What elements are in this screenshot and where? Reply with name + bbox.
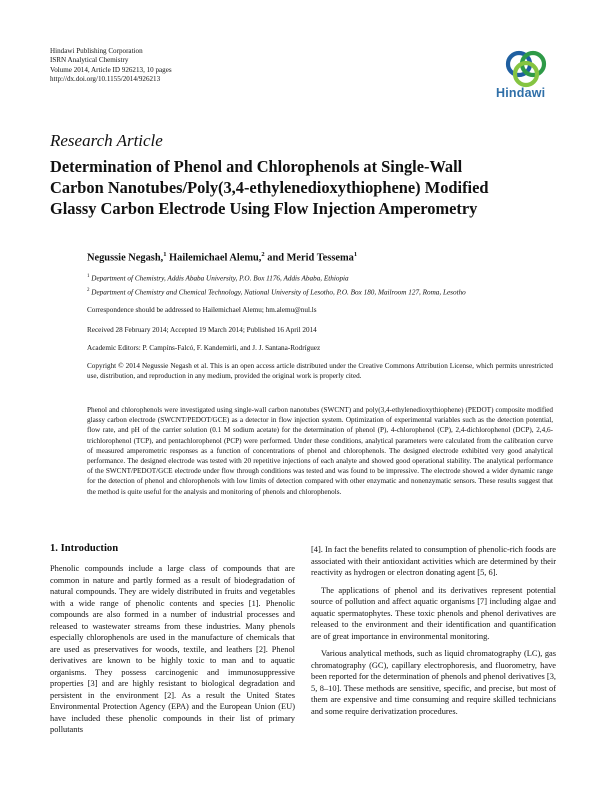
academic-editors: Academic Editors: P. Campíns-Falcó, F. Kandemirli, and J. J. Santana-Rodríguez	[87, 344, 321, 352]
title-line: Carbon Nanotubes/Poly(3,4-ethylenedioxythiophene) Modified	[50, 178, 489, 197]
paragraph: Phenolic compounds include a large class of compounds that are common in nature and partly formed as a result of biodegradation of natural compounds. They are widely distributed in fruits and vegetables with a wide range of phenolic contents and species [1]. Phenolic compounds are also formed in a number of industrial processes and released to wastewater streams from these industries. Many phenols especially chlorophenols are used in the manufacture of chemicals that are used as preservatives for woods, textile, and leathers [2]. Phenol derivatives are known to be highly toxic to man and to aquatic organisms. They possess carcinogenic and immunosuppressive properties [3] and are highly resistant to biological degradation and persistent in the environment [2]. As a result the United States Environmental Protection Agency (EPA) and the European Union (EU) have included these phenolic compounds in their list of primary pollutants	[50, 564, 295, 734]
affiliation-marker: 1	[353, 251, 358, 258]
section-heading: 1. Introduction	[50, 543, 119, 554]
doi-link[interactable]: http://dx.doi.org/10.1155/2014/926213	[50, 75, 161, 84]
publication-dates: Received 28 February 2014; Accepted 19 March 2014; Published 16 April 2014	[87, 326, 317, 334]
copyright-notice: Copyright © 2014 Negussie Negash et al. This is an open access article distributed under the Creative Commons Attribution License, which permits unrestricted use, distribution, and reproduction in any medium, provided the original work is properly cited.	[87, 362, 553, 381]
author-name: Negussie Negash,	[87, 252, 164, 264]
paragraph: The applications of phenol and its derivatives represent potential source of pollution and affect aquatic organisms [7] including algae and aquatic spermatophytes. These toxic phenols and phenol derivatives are released to the environment and their identification and quantification are of great importance in environmental monitoring.	[311, 585, 556, 641]
hindawi-rings-logo-icon	[500, 48, 552, 88]
affiliation-text: Department of Chemistry and Chemical Technology, National University of Lesotho, P.O. Box 180, Mailroom 127, Roma, Lesotho	[89, 288, 466, 297]
journal-name: ISRN Analytical Chemistry	[50, 56, 129, 65]
right-column	[311, 544, 556, 717]
publisher-line: Hindawi Publishing Corporation	[50, 47, 143, 55]
affiliation-text: Department of Chemistry, Addis Ababa University, P.O. Box 1176, Addis Ababa, Ethiopia	[89, 274, 349, 283]
author-list	[87, 251, 357, 263]
affiliation-number: 1	[87, 274, 90, 279]
affiliation-marker: 1	[163, 251, 167, 258]
author-name: and Merid Tessema	[264, 252, 354, 264]
title-line: Glassy Carbon Electrode Using Flow Injection Amperometry	[50, 199, 478, 218]
left-column	[50, 542, 295, 736]
affiliation	[87, 285, 466, 299]
paragraph: [4]. In fact the benefits related to consumption of phenolic-rich foods are associated with their antioxidant activities which are determined by their reactivity as hydrogen or electron donating agent [5, 6].	[311, 545, 556, 577]
author-name: Hailemichael Alemu,	[166, 252, 262, 264]
paper-title	[50, 156, 560, 219]
volume-line: Volume 2014, Article ID 926213, 10 pages	[50, 65, 172, 74]
article-type: Research Article	[50, 131, 163, 150]
publisher-logo	[496, 48, 556, 106]
correspondence: Correspondence should be addressed to Hailemichael Alemu; hm.alemu@nul.ls	[87, 306, 317, 314]
abstract: Phenol and chlorophenols were investigated using single-wall carbon nanotubes (SWCNT) and poly(3,4-ethylenedioxythiophene) (PEDOT) composite modified glassy carbon electrode (SWCNT/PEDOT/GCE) as a detector in flow injection system. Optimization of experimental variables such as the detection potential, flow rate, and pH of the carrier solution (0.1 M sodium acetate) for the determination of phenol (P), 4-chlorophenol (CP), 2,4-dichlorophenol (DCP), 2,4,6-trichlorophenol (TCP), and pentachlorophenol (PCP) were performed. Under these conditions, analytical parameters were calculated from the calibration curve of measured amperometric responses as a function of concentrations of phenol and chlorophenols. The designed electrode exhibited very good analytical performance. The designed electrode was tested with 20 repetitive injections of each analyte and showed good operational stability. The analytical performance of the SWCNT/PEDOT/GCE electrode under flow through conditions was tested and was found to be impressive. The electrode showed a wider dynamic range for the detection of phenol and chlorophenols with low limits of detection compared with other enzymatic and nonenzymatic sensors. These results suggest that the method is quite useful for the analysis and monitoring of phenols and chlorophenols.	[87, 406, 553, 496]
journal-info	[50, 47, 172, 85]
title-line: Determination of Phenol and Chlorophenols at Single-Wall	[50, 157, 463, 176]
affiliations	[87, 271, 466, 299]
paragraph: Various analytical methods, such as liquid chromatography (LC), gas chromatography (GC), capillary electrophoresis, and fluorometry, have been reported for the determination of phenols and phenol derivatives [3, 5, 8–10]. These methods are sensitive, specific, and precise, but most of them are expensive and time consuming and require skilled technicians and some require derivatization procedures.	[311, 649, 556, 716]
logo-text: Hindawi	[496, 86, 546, 100]
affiliation-number: 2	[87, 288, 90, 294]
affiliation-marker: 2	[261, 251, 265, 258]
affiliation	[87, 271, 466, 285]
